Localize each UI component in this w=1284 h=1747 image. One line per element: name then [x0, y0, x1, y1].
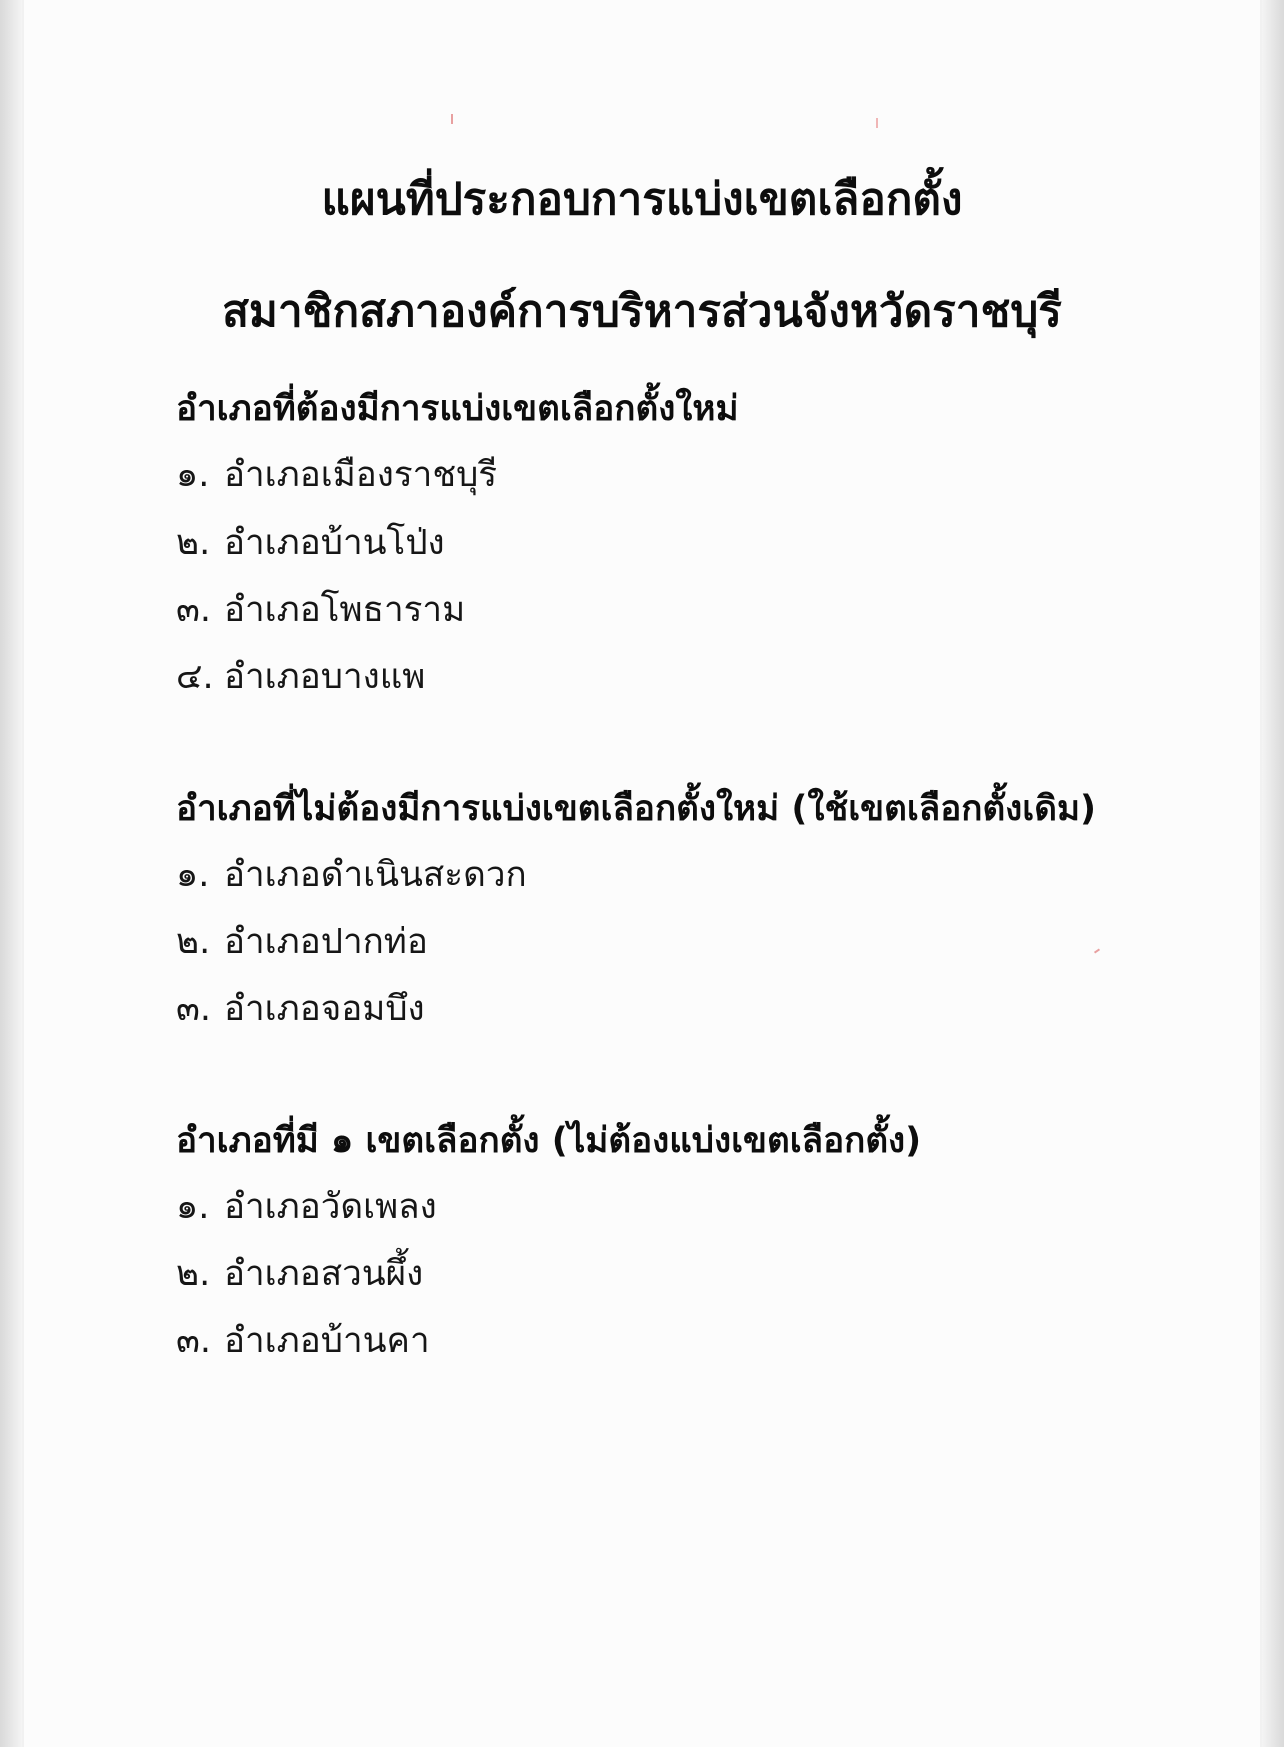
district-name: อำเภอจอมบึง	[224, 989, 425, 1029]
item-number: ๑.	[176, 855, 210, 895]
document-title-line-2: สมาชิกสภาองค์การบริหารส่วนจังหวัดราชบุรี	[222, 286, 1062, 337]
district-name: อำเภอปากท่อ	[224, 922, 428, 962]
district-name: อำเภอบ้านโป่ง	[224, 523, 445, 563]
district-name: อำเภอเมืองราชบุรี	[224, 455, 498, 495]
district-name: อำเภอบ้านคา	[224, 1321, 430, 1361]
district-name: อำเภอโพธาราม	[224, 590, 466, 630]
page-edge-shadow-left	[0, 0, 22, 1747]
list-item	[176, 1318, 430, 1364]
district-name: อำเภอดำเนินสะดวก	[224, 855, 527, 895]
item-number: ๓.	[176, 989, 212, 1029]
scan-speck	[876, 118, 878, 128]
list-item	[176, 852, 527, 898]
district-name: อำเภอบางแพ	[224, 657, 426, 697]
list-item	[176, 587, 465, 633]
item-number: ๔.	[176, 657, 214, 697]
item-number: ๓.	[176, 1321, 212, 1361]
section-heading-single-district: อำเภอที่มี ๑ เขตเลือกตั้ง (ไม่ต้องแบ่งเขตเลือกตั้ง)	[176, 1121, 922, 1161]
item-number: ๒.	[176, 922, 211, 962]
section-heading-keep-districts: อำเภอที่ไม่ต้องมีการแบ่งเขตเลือกตั้งใหม่ (ใช้เขตเลือกตั้งเดิม)	[176, 789, 1097, 829]
section-heading-redistrict: อำเภอที่ต้องมีการแบ่งเขตเลือกตั้งใหม่	[176, 389, 739, 429]
page-edge-shadow-right	[1262, 0, 1284, 1747]
list-item	[176, 654, 425, 700]
list-item	[176, 520, 445, 566]
item-number: ๓.	[176, 590, 212, 630]
district-name: อำเภอวัดเพลง	[224, 1187, 437, 1227]
document-title-line-1: แผนที่ประกอบการแบ่งเขตเลือกตั้ง	[321, 174, 963, 225]
list-item	[176, 919, 428, 965]
scan-speck	[451, 114, 453, 124]
item-number: ๒.	[176, 523, 211, 563]
list-item	[176, 1251, 423, 1297]
list-item	[176, 452, 497, 498]
list-item	[176, 1184, 437, 1230]
item-number: ๑.	[176, 455, 210, 495]
list-item	[176, 986, 425, 1032]
item-number: ๑.	[176, 1187, 210, 1227]
item-number: ๒.	[176, 1254, 211, 1294]
district-name: อำเภอสวนผึ้ง	[224, 1254, 424, 1294]
